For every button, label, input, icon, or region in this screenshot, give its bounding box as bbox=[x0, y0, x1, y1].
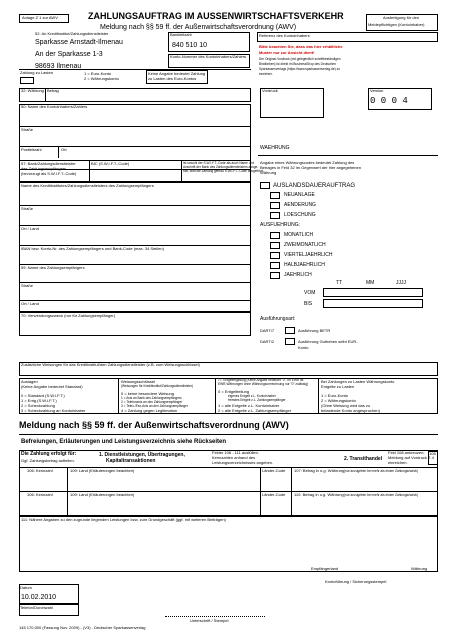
ggf-label: Ggf. Zahlungsbetrag aufteilen. bbox=[21, 458, 75, 463]
aenderung-checkbox[interactable] bbox=[270, 202, 280, 209]
unterschrift-label: Unterschrift / Stempel bbox=[190, 618, 229, 623]
row2-land: 109: Land (Erläuterungen beachten) bbox=[70, 492, 135, 497]
zahlung-none2: zu Lasten des Euro-Kontos bbox=[148, 76, 197, 81]
plz-label: Postleitzahl bbox=[21, 147, 42, 152]
notice-line1: Bitte beachten Sie, dass das hier erhältliche bbox=[259, 44, 343, 49]
auslagen-opt3: 3 = Scheckzahlung an Kontoinhaber bbox=[21, 408, 86, 413]
zweimonatlich-label: ZWEIMONATLICH bbox=[284, 242, 326, 248]
blz-label: Bankleitzahl bbox=[170, 32, 192, 37]
row1-land: 109: Land (Erläuterungen beachten) bbox=[70, 468, 135, 473]
section2-subtitle: Befreiungen, Erläuterungen und Leistungsverzeichnis siehe Rückseiten bbox=[21, 439, 227, 445]
row1-betrag: 107: Betrag in o.g. Währung bbox=[294, 468, 345, 473]
vom-date-field[interactable] bbox=[323, 288, 423, 297]
vom-label: VOM bbox=[304, 290, 316, 296]
angabe-note1: Angabe eines Währungscodes bedeutet Zahlung des bbox=[260, 160, 355, 165]
iban-label: IBAN bzw. Konto-Nr. des Zahlungsempfängers und Bank-Code (max. 34 Stellen) bbox=[21, 246, 164, 251]
schl-opt1: 1 = Avis an Bank des Zahlungsempfängers bbox=[121, 396, 182, 400]
version-value: 0 0 0 4 bbox=[370, 96, 408, 106]
entg-opt0c: fremdes Entgelt z.L. Zahlungsempfänger bbox=[228, 398, 286, 402]
lastschr-opt1: 1 = Euro-Konto bbox=[321, 393, 349, 398]
dart2-label2: Konto bbox=[298, 345, 309, 350]
schl-label: Weisungsschlüssel bbox=[121, 379, 155, 384]
halbjaehrlich-checkbox[interactable] bbox=[270, 262, 280, 269]
col2-note1: Feld 108 ankreuzen; bbox=[388, 450, 425, 455]
notice-line3: Der Original-Vordruck (mit gelegentlich schriftbeständigen bbox=[259, 57, 341, 61]
row2-betrag-note: (nur anzugeben bei mehr als einem Zahlungszweck) bbox=[344, 493, 419, 497]
col1-label: 1. Dienstleistungen, Übertragungen, bbox=[99, 452, 185, 458]
divider bbox=[118, 378, 119, 414]
bic-left2: des Zahlungsempfängers bbox=[21, 166, 67, 171]
divider bbox=[19, 69, 251, 70]
auslandsdauerauftrag-label: AUSLANDSDAUERAUFTRAG bbox=[273, 183, 356, 189]
waehrung-right: WAEHRUNG bbox=[260, 145, 290, 151]
angaben-label: 111: Nähere Angaben zu den zugrunde liegenden Leistungen bzw. zum Grundgeschäft (ggf. mit weiteren Beiträgen) bbox=[21, 517, 226, 522]
entg-opt0b: eigenes Entgelt z.L. Kontoinhaber bbox=[228, 394, 276, 398]
jaehrlich-checkbox[interactable] bbox=[270, 272, 280, 279]
row1-code: Länder-Code bbox=[262, 468, 286, 473]
form-title: ZAHLUNGSAUFTRAG IM AUSSENWIRTSCHAFTSVERKEHR bbox=[88, 11, 344, 21]
divider bbox=[215, 378, 216, 414]
col2-num: 108 bbox=[429, 451, 436, 456]
bic-left3: (bevorzugt als S.W.I.F.T.-Code) bbox=[21, 171, 77, 176]
neuanlage-checkbox[interactable] bbox=[270, 192, 280, 199]
divider bbox=[58, 146, 59, 158]
auslagen-opt0: 0 = Standard (S.W.I.F.T.) bbox=[21, 393, 65, 398]
entg-opt1: 1 = alle Entgelte z.L. Kontoinhaber bbox=[218, 403, 280, 408]
version-label: Version bbox=[370, 88, 384, 93]
ausfuehrung-label: AUSFUEHRUNG: bbox=[260, 222, 301, 228]
monatlich-checkbox[interactable] bbox=[270, 232, 280, 239]
bic-mid: BIC (S.W.I.F.T.-Code) bbox=[91, 161, 130, 166]
col2-note2: Meldung auf Vordruck Z 4 bbox=[388, 455, 434, 460]
weisung-label: Zusätzliche Weisungen für das Kreditinstitut/den Zahlungsdienstleister (z.B. zum Weisungsschlüssel) bbox=[21, 362, 200, 367]
loeschung-label: LOESCHUNG bbox=[284, 212, 316, 218]
divider bbox=[19, 300, 251, 301]
kontofuehrung-label: Kontoführung / Sicherungsstempel bbox=[325, 579, 387, 584]
loeschung-checkbox[interactable] bbox=[270, 212, 280, 219]
notice-line5: Sparkassenverlags (https://www.sparkassenverlag.de) zu bbox=[259, 67, 340, 71]
dart7-label: Ausführung BETR bbox=[298, 328, 331, 333]
col1-note1: Felder 106 - 111 ausfüllen. bbox=[212, 450, 259, 455]
zahlung-label: Zahlung zu Lasten bbox=[20, 70, 53, 75]
empfaenger-label: 59: Name des Zahlungsempfängers bbox=[21, 265, 85, 270]
waehrung-label: 32: Währung bbox=[21, 88, 44, 93]
divider bbox=[19, 126, 251, 127]
divider bbox=[19, 205, 251, 206]
bis-date-field[interactable] bbox=[323, 299, 423, 308]
divider bbox=[67, 467, 68, 491]
angabe-note2: Betrages in Feld 32 im Gegenwert der hier angegebenen bbox=[260, 165, 361, 170]
ort-label: Ort bbox=[61, 147, 67, 152]
divider bbox=[181, 160, 182, 182]
col1-note3: Leistungsverzeichnisses angeben. bbox=[212, 460, 274, 465]
divider bbox=[19, 434, 438, 435]
zahlung-checkbox[interactable] bbox=[20, 77, 34, 84]
divider bbox=[291, 467, 292, 491]
schl-opt0: 0 = keine besondere Weisung bbox=[121, 391, 174, 396]
dart2: DART/2 bbox=[260, 339, 275, 344]
strasse3-label: Straße bbox=[21, 283, 34, 288]
notice-line4: Bindfarben) ist direkt im BusinessShop des Deutschen bbox=[259, 62, 336, 66]
dart7-checkbox[interactable] bbox=[285, 327, 295, 334]
auslagen-opt1: 1 = Entg.(S.W.I.F.T.) bbox=[21, 398, 57, 403]
row2-betrag: 110: Betrag in o.g. Währung bbox=[294, 492, 344, 497]
schl-opt4: 4 = Zahlung gegen Legitimation bbox=[121, 408, 178, 413]
strasse2-label: Straße bbox=[21, 206, 34, 211]
konto-label: Konto-Nummer des Kontoinhabers/Zahlers bbox=[170, 54, 247, 59]
row2-code: Länder-Code bbox=[262, 492, 286, 497]
auslagen-label: Auslagen bbox=[21, 379, 38, 384]
divider bbox=[19, 225, 251, 226]
divider bbox=[291, 491, 292, 516]
copy-line1: Ausfertigung für den bbox=[383, 15, 420, 20]
divider bbox=[67, 491, 68, 516]
lastschr-note2: belastende Konto angesprochen) bbox=[321, 408, 380, 413]
divider bbox=[45, 88, 46, 102]
auslagen-opt2: 2 = Scheckzahlung bbox=[21, 403, 55, 408]
zahlung-opt1: 1 = Euro-Konto bbox=[84, 71, 112, 76]
lastschr-label: Bei Zahlungen zu Lasten Währungskonto bbox=[321, 379, 395, 384]
divider bbox=[318, 378, 319, 414]
divider bbox=[19, 282, 251, 283]
divider bbox=[258, 155, 438, 156]
dart2-label1: Ausführung Gutheben selbt EUR- bbox=[298, 339, 358, 344]
divider bbox=[260, 467, 261, 491]
col1-label2: Kapitaltransaktionen bbox=[106, 458, 156, 464]
col2-label: 2. Transithandel bbox=[344, 456, 383, 462]
entg-label2: EWR-Währungen ohne Währungsumrechnung nur "0" zulässig) bbox=[218, 382, 308, 386]
ausfuehrungsart-label: Ausführungsart: bbox=[260, 316, 296, 322]
neuanlage-label: NEUANLAGE bbox=[284, 192, 315, 198]
blz-value: 840 510 10 bbox=[172, 42, 208, 49]
row1-betrag-note: (nur anzugeben bei mehr als einem Zahlungszweck) bbox=[344, 469, 419, 473]
lastschr-opt2: 2 = Währungskonto bbox=[321, 398, 356, 403]
referenz-label: Referenz des Kontoinhabers bbox=[259, 33, 310, 38]
schl-opt2: 2 = Telefonavis an den Zahlungsempfänger bbox=[121, 400, 183, 404]
notice-line2: Muster nur zur Ansicht dient! bbox=[259, 50, 315, 55]
telefon-label: Telefon/Durchwahl bbox=[20, 605, 53, 610]
bic-name-label: Name des Kreditinstitutes/Zahlungsdienstleisters des Zahlungsempfängers bbox=[21, 183, 154, 188]
lastschr-note1: (Ohne Weisung wird das zu bbox=[321, 403, 371, 408]
copy-line2: Meldepflichtigen (Kontoinhaber) bbox=[368, 22, 425, 27]
entg-opt2: 2 = alle Entgelte z.L. Zahlungsempfänger bbox=[218, 408, 292, 413]
bic-note1: Ist sowohl der S.W.I.F.T.-Code als auch Name und bbox=[183, 161, 255, 165]
bank-street: An der Sparkasse 1-3 bbox=[35, 51, 103, 58]
row1-kennzahl: 106: Kennzahl bbox=[27, 468, 53, 473]
verwendung-label: 70: Verwendungszweck (nur für Zahlungsempfänger) bbox=[21, 313, 116, 318]
halbjaehrlich-label: HALBJAEHRLICH bbox=[284, 262, 325, 268]
aenderung-label: AENDERUNG bbox=[284, 202, 316, 208]
bank-name: Sparkasse Arnstadt-Ilmenau bbox=[35, 39, 123, 46]
vordruck-label: Vordruck bbox=[262, 88, 278, 93]
bic-note2: Anschrift der Bank des Zahlungsdienstleisters ausge- bbox=[183, 165, 259, 169]
divider bbox=[89, 160, 90, 182]
die-zahlung-label: Die Zahlung erfolgt für: bbox=[21, 451, 77, 457]
divider bbox=[260, 491, 261, 516]
bis-label: BIS bbox=[304, 301, 313, 307]
vierteljaehrlich-checkbox[interactable] bbox=[270, 252, 280, 259]
zahlung-opt2: 2 = Währungskonto bbox=[84, 76, 119, 81]
angaben-field[interactable] bbox=[19, 516, 438, 572]
form-number: Anlage Z 1 zur AWV bbox=[22, 15, 58, 20]
dart7: DART/7 bbox=[260, 328, 275, 333]
bic-note3: füllt, wird die Zahlung gemäß S.W.I.F.T.-Code ausgeführt. bbox=[183, 169, 264, 173]
notice-line6: beziehen. bbox=[259, 72, 273, 76]
form-subtitle: Meldung nach §§ 59 ff. der Außenwirtschaftsverordnung (AWV) bbox=[100, 24, 297, 31]
section2-title: Meldung nach §§ 59 ff. der Außenwirtschaftsverordnung (AWV) bbox=[19, 420, 289, 430]
entg-label: 77: Entgeltregelung (Keine Angabe bedeutet "0". Im EWR ist bbox=[218, 378, 304, 382]
schl-opt3: 3 = Telex-/Fax-Avis an den Zahlungsempfänger bbox=[121, 404, 188, 408]
col1-note2: Kennzahlen anhand des bbox=[212, 455, 256, 460]
dart2-checkbox[interactable] bbox=[285, 338, 295, 345]
empfaengerland-label: Empfängerland bbox=[311, 566, 339, 571]
schl-note: (Weisungen für Kreditinstitut/Zahlungsdienstleister) bbox=[121, 384, 194, 388]
angabe-note3: Währung bbox=[260, 170, 277, 175]
datum-label: Datum bbox=[20, 585, 32, 590]
zweimonatlich-checkbox[interactable] bbox=[270, 242, 280, 249]
lastschr-label2: Entgelte zu Lasten bbox=[321, 384, 355, 389]
tt-label: TT bbox=[336, 280, 343, 286]
signature-line bbox=[165, 616, 265, 617]
row2-kennzahl: 106: Kennzahl bbox=[27, 492, 53, 497]
col2-note3: einreichen. bbox=[388, 460, 408, 465]
jjjj-label: JJJJ bbox=[396, 280, 406, 286]
waehrung-s2-label: Währung bbox=[411, 566, 428, 571]
ortland-label: Ort / Land bbox=[21, 226, 39, 231]
mm-label: MM bbox=[366, 280, 375, 286]
vierteljaehrlich-label: VIERTELJAEHRLICH bbox=[284, 252, 333, 258]
ortland2-label: Ort / Land bbox=[21, 301, 39, 306]
kontoinhaber-label: 50: Name des Kontoinhabers/Zahlers bbox=[21, 104, 88, 109]
divider bbox=[19, 146, 251, 147]
jaehrlich-label: JAEHRLICH bbox=[284, 272, 312, 278]
footer: 145 170.000 (Fassung Nov. 2009) - (V3) - Deutscher Sparkassenverlag bbox=[19, 625, 146, 630]
bank-label: 52: An Kreditinstitut/Zahlungsdienstleister bbox=[35, 31, 109, 36]
betrag-label: Betrag bbox=[47, 88, 59, 93]
auslandsdauerauftrag-checkbox[interactable] bbox=[260, 182, 270, 189]
entg-opt0: 0 = Entgeltteilung bbox=[218, 389, 250, 394]
bank-city: 98693 Ilmenau bbox=[35, 63, 82, 70]
bic-left1: 57: Bank/Zahlungsdienstleister bbox=[21, 161, 76, 166]
datum-value: 10.02.2010 bbox=[21, 594, 57, 601]
auslagen-note: (Keine Angabe bedeutet Standard) bbox=[21, 384, 83, 389]
zahlung-none1: Keine Angabe bedeutet Zahlung bbox=[148, 71, 206, 76]
monatlich-label: MONATLICH bbox=[284, 232, 314, 238]
strasse-label: Straße bbox=[21, 127, 34, 132]
